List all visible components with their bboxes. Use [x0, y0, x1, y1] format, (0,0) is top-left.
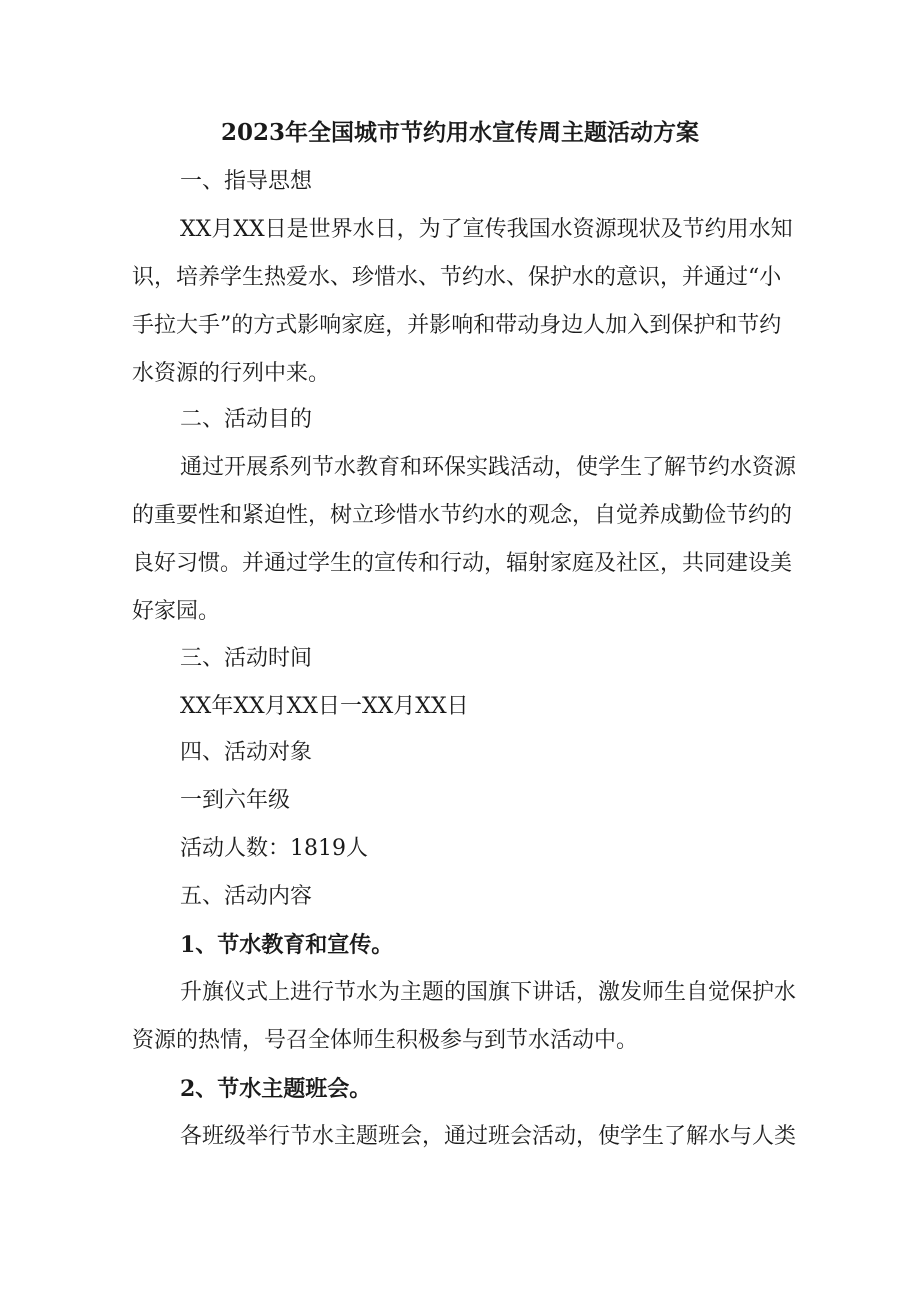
section-heading-guiding: 一、指导思想 — [180, 169, 313, 194]
section-heading-content: 五、活动内容 — [180, 884, 313, 909]
activity-target: 一到六年级 — [180, 788, 291, 813]
paragraph-line: 各班级举行节水主题班会，通过班会活动，使学生了解水与人类 — [180, 1124, 797, 1149]
paragraph-line: 通过开展系列节水教育和环保实践活动，使学生了解节约水资源 — [180, 455, 797, 480]
paragraph-line: XX月XX日是世界水日，为了宣传我国水资源现状及节约用水知 — [180, 217, 793, 242]
item-heading-2: 2、节水主题班会。 — [180, 1076, 372, 1102]
section-heading-target: 四、活动对象 — [180, 740, 313, 765]
section-heading-purpose: 二、活动目的 — [180, 407, 313, 432]
participant-count: 活动人数：1819人 — [180, 836, 368, 861]
paragraph-line: 水资源的行列中来。 — [132, 361, 331, 386]
paragraph-line: 的重要性和紧迫性，树立珍惜水节约水的观念，自觉养成勤俭节约的 — [132, 503, 793, 528]
paragraph-line: 升旗仪式上进行节水为主题的国旗下讲话，激发师生自觉保护水 — [180, 980, 797, 1005]
paragraph-line: 良好习惯。并通过学生的宣传和行动，辐射家庭及社区，共同建设美 — [132, 551, 793, 576]
item-heading-1: 1、节水教育和宣传。 — [180, 932, 394, 958]
paragraph-line: 好家园。 — [132, 599, 221, 624]
document-title: 2023年全国城市节约用水宣传周主题活动方案 — [220, 119, 699, 146]
paragraph-line: 资源的热情，号召全体师生积极参与到节水活动中。 — [132, 1028, 639, 1053]
section-heading-time: 三、活动时间 — [180, 646, 313, 671]
paragraph-line: 识，培养学生热爱水、珍惜水、节约水、保护水的意识，并通过“小 — [132, 265, 782, 290]
activity-time: XX年XX月XX日一XX月XX日 — [180, 694, 469, 719]
paragraph-line: 手拉大手”的方式影响家庭，并影响和带动身边人加入到保护和节约 — [132, 313, 782, 338]
